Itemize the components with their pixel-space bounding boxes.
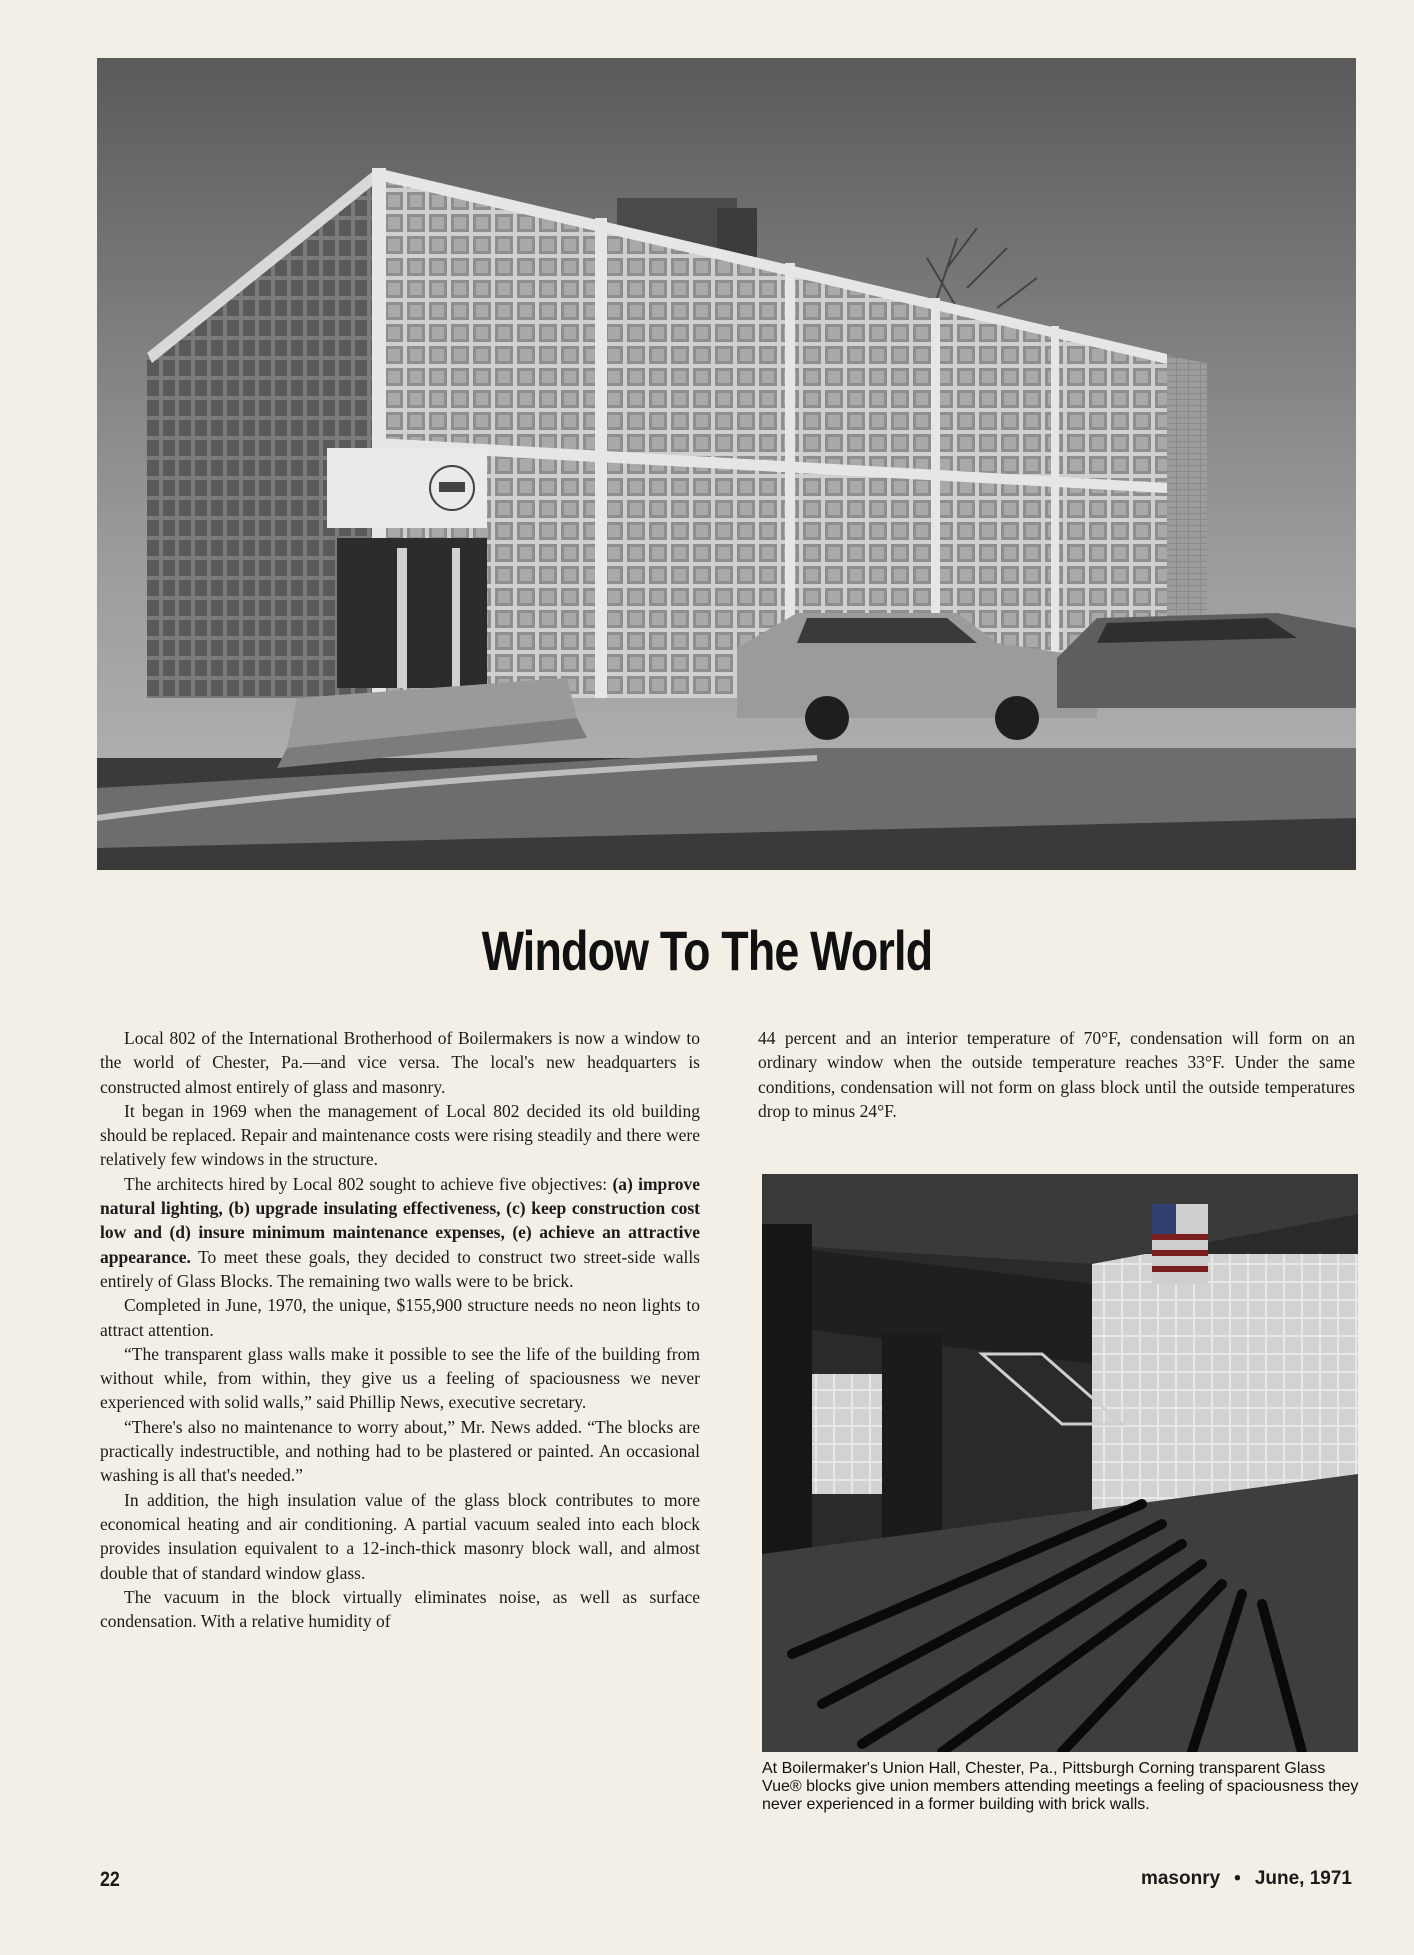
paragraph-text: To meet these goals, they decided to construct two street-side walls entirely of Glass Blocks. The remaining two walls were to be brick. — [100, 1246, 700, 1291]
publication-date: June, 1971 — [1254, 1868, 1352, 1889]
paragraph: In addition, the high insulation value of the glass block contributes to more economical heating and air conditioning. A partial vacuum sealed into each block provides insulation equivalent to a 12-inch-thick masonry block wall, and almost double that of standard window glass. — [100, 1489, 700, 1583]
separator-dot: • — [1234, 1868, 1241, 1889]
paragraph: Local 802 of the International Brotherhood of Boilermakers is now a window to the world of Chester, Pa.—and vice versa. The local's new headquarters is constructed almost entirely of glass and masonry. — [100, 1028, 700, 1097]
article-title: Window To The World — [481, 919, 933, 982]
footer-publication — [1141, 1868, 1352, 1890]
paragraph: Completed in June, 1970, the unique, $155,900 structure needs no neon lights to attract attention. — [100, 1295, 700, 1340]
page-number: 22 — [100, 1868, 120, 1891]
objectives-bold: (a) improve natural lighting, (b) upgrade insulating effectiveness, (c) keep construction cost low and (d) insure minimum maintenance expenses, (e) achieve an attractive appearance. — [100, 1173, 700, 1267]
article-column-right — [758, 1026, 1355, 1123]
paragraph: 44 percent and an interior temperature of 70°F, condensation will form on an ordinary window when the outside temperature reaches 33°F. Under the same conditions, condensation will not form on glass block until the outside temperatures drop to minus 24°F. — [758, 1028, 1355, 1121]
paragraph: The vacuum in the block virtually eliminates noise, as well as surface condensation. With a relative humidity of — [100, 1586, 700, 1632]
interior-hall-photo — [762, 1174, 1358, 1752]
building-photo — [97, 58, 1356, 870]
paragraph-text: The architects hired by Local 802 sought to achieve five objectives: — [124, 1173, 613, 1194]
paragraph: “The transparent glass walls make it possible to see the life of the building from without while, from within, they give us a feeling of spaciousness we never experienced with solid walls,” said Phillip News, executive secretary. — [100, 1343, 700, 1413]
paragraph: “There's also no maintenance to worry about,” Mr. News added. “The blocks are practically indestructible, and nothing had to be plastered or painted. An occasional washing is all that's needed.” — [100, 1416, 700, 1486]
paragraph — [100, 1172, 700, 1293]
article-column-left — [100, 1026, 700, 1633]
photo-caption: At Boilermaker's Union Hall, Chester, Pa., Pittsburgh Corning transparent Glass Vue® blocks give union members attending meetings a feeling of spaciousness they never experienced in a former building with brick walls. — [762, 1760, 1359, 1813]
paragraph: It began in 1969 when the management of Local 802 decided its old building should be replaced. Repair and maintenance costs were rising steadily and there were relatively few windows in the structure. — [100, 1100, 700, 1170]
publication-name: masonry — [1140, 1868, 1221, 1889]
